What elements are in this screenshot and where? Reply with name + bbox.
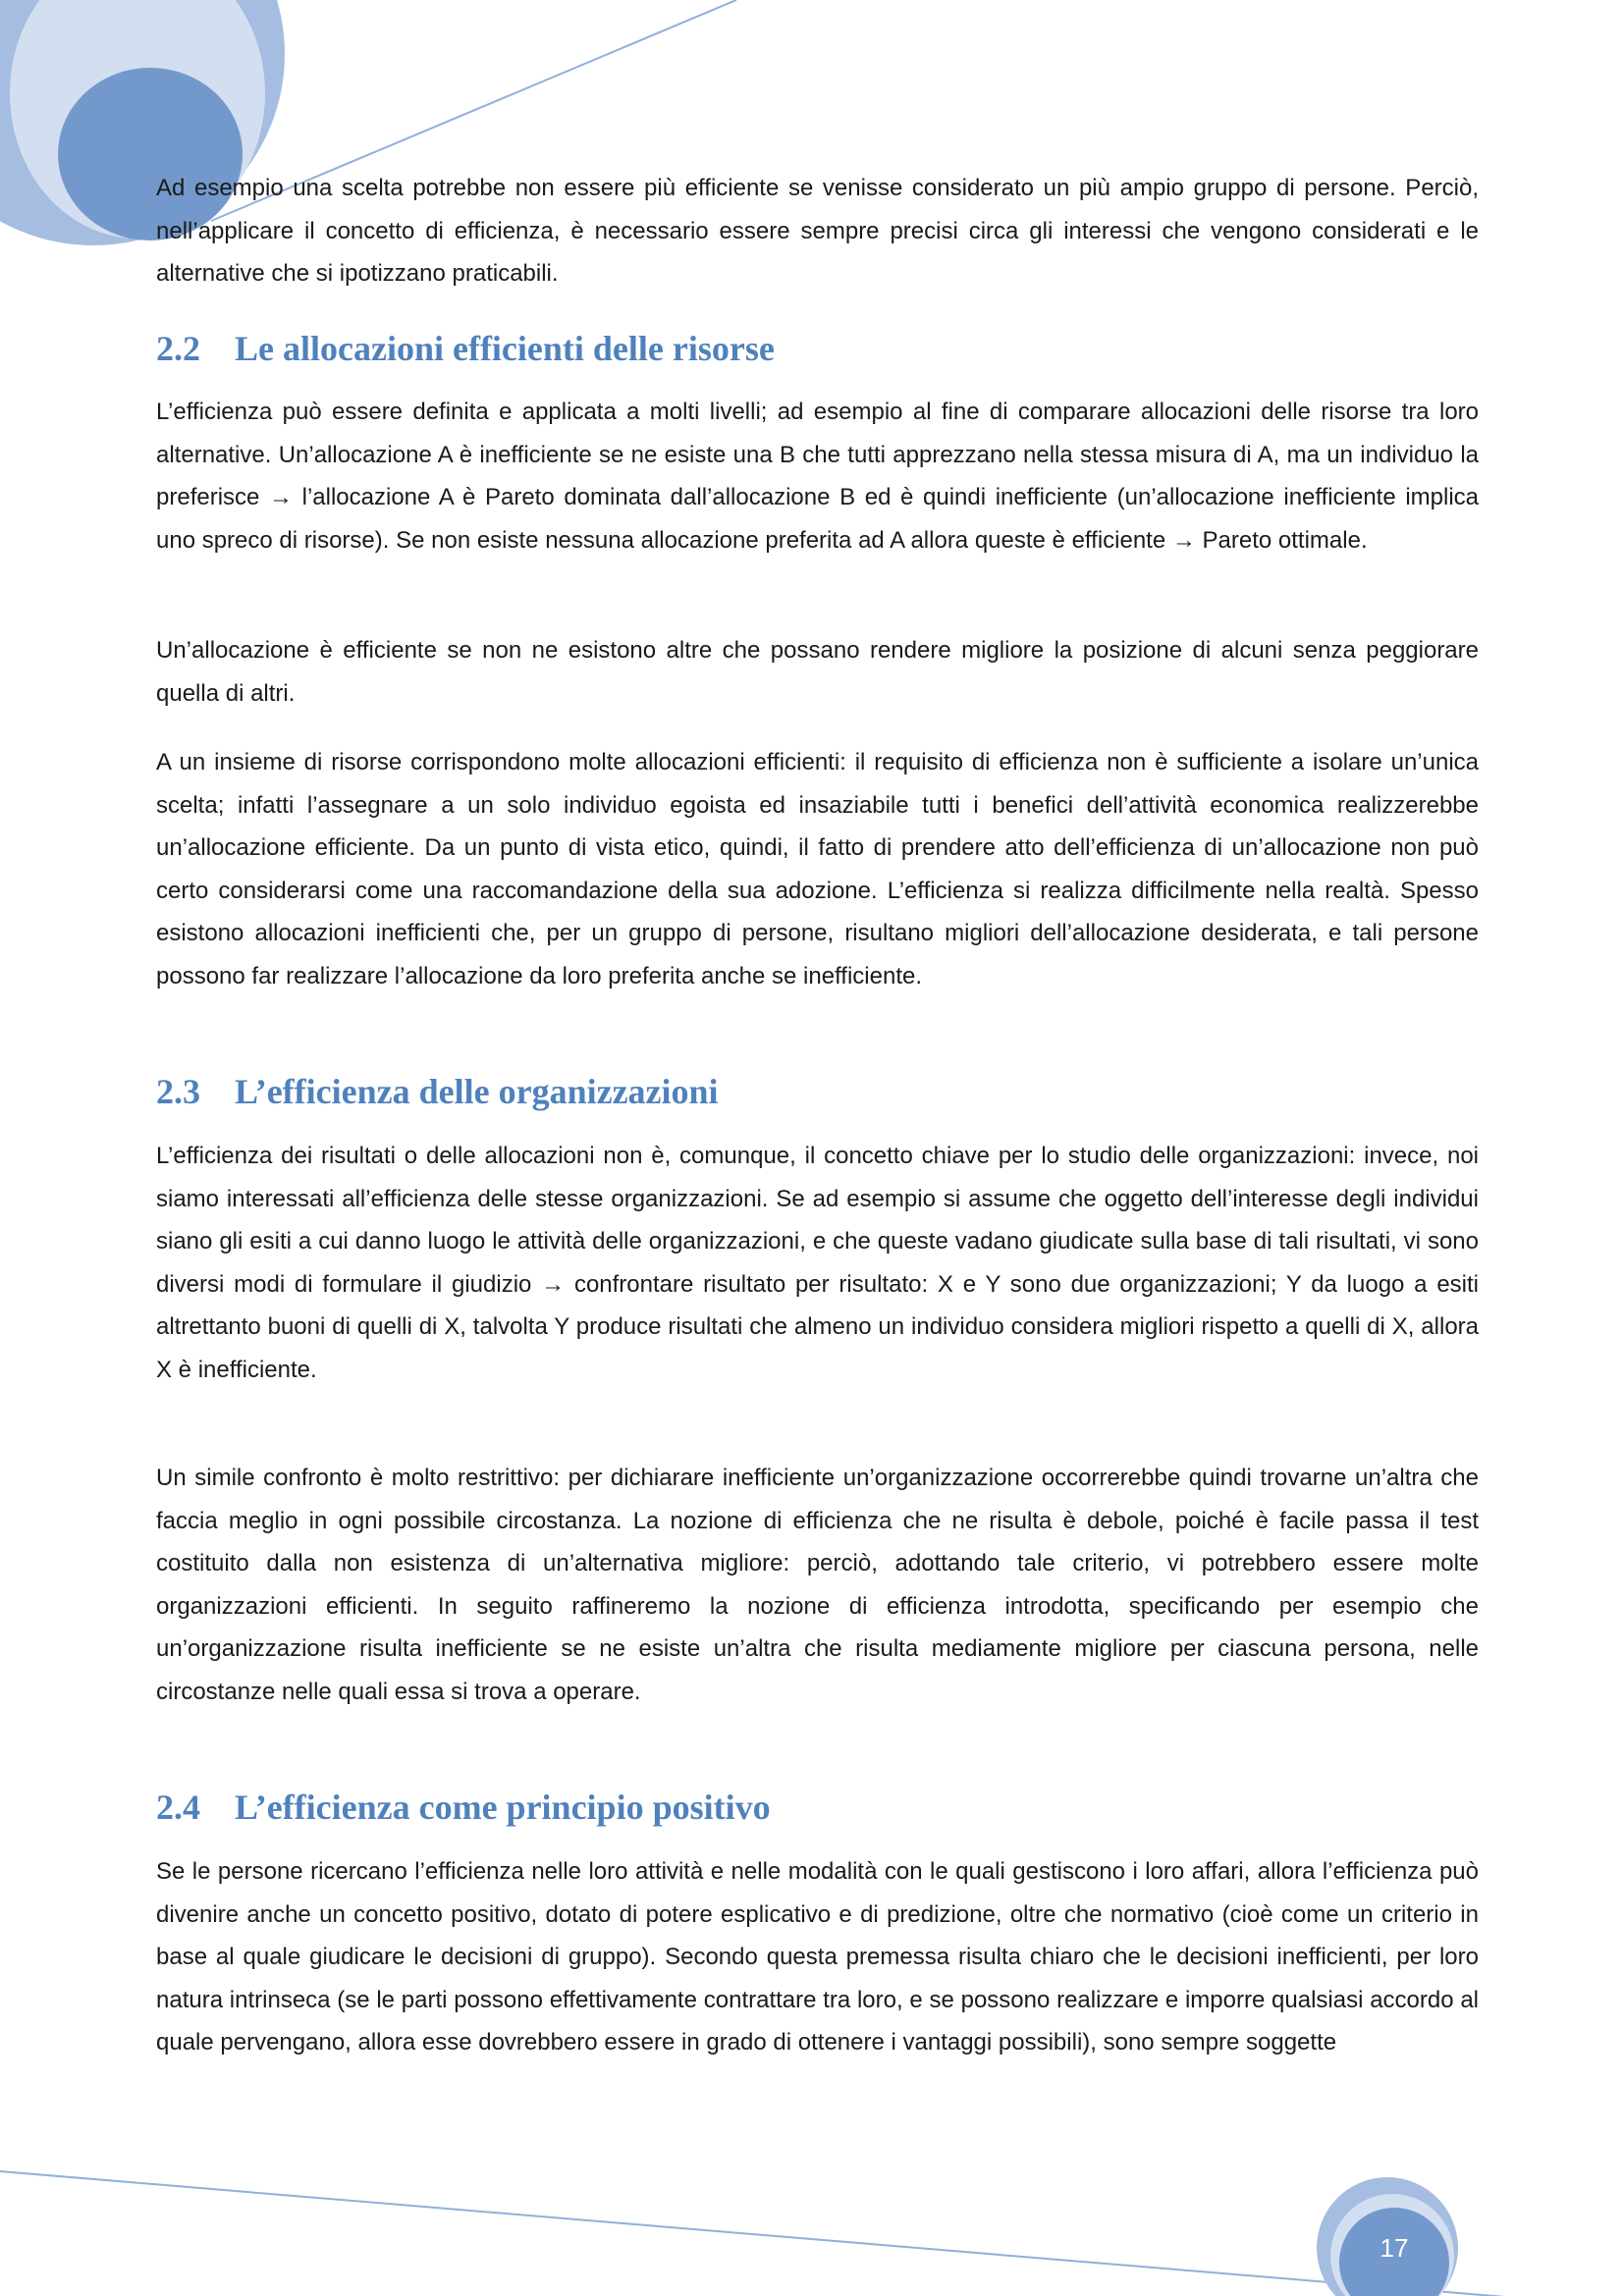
paragraph: Se le persone ricercano l’efficienza nelle loro attività e nelle modalità con le quali gestiscono i loro affari, allora l’efficienza può divenire anche un concetto positivo, dotato di potere esplicativo e di predizione, oltre che normativo (cioè come un criterio in base al quale giudicare le decisioni di gruppo). Secondo questa premessa risulta chiaro che le decisioni inefficienti, per loro natura intrinseca (se le parti possono effettivamente contrattare tra loro, e se possono realizzare e imporre qualsiasi accordo al quale pervengano, allora esse dovrebbero essere in grado di ottenere i vantaggi possibili), sono sempre soggette	[156, 1858, 1479, 2056]
heading-number: 2.3	[156, 1072, 200, 1111]
paragraph: A un insieme di risorse corrispondono molte allocazioni efficienti: il requisito di efficienza non è sufficiente a isolare un’unica scelta; infatti l’assegnare a un solo individuo egoista ed insaziabile tutti i benefici dell’attività economica realizzerebbe un’allocazione efficiente. Da un punto di vista etico, quindi, il fatto di prendere atto dell’efficienza di un’allocazione non può certo considerarsi come una raccomandazione della sua adozione. L’efficienza si realizza difficilmente nella realtà. Spesso esistono allocazioni inefficienti che, per un gruppo di persone, risultano migliori dell’allocazione desiderata, e tali persone possono far realizzare l’allocazione da loro preferita anche se inefficiente.	[156, 749, 1479, 989]
paragraph: L’efficienza può essere definita e applicata a molti livelli; ad esempio al fine di comparare allocazioni delle risorse tra loro alternative. Un’allocazione A è inefficiente se ne esiste una B che tutti apprezzano nella stessa misura di A, ma un individuo la preferisce → l’allocazione A è Pareto dominata dall’allocazione B ed è quindi inefficiente (un’allocazione inefficiente implica uno spreco di risorse). Se non esiste nessuna allocazione preferita ad A allora queste è efficiente → Pareto ottimale.	[156, 399, 1479, 554]
paragraph: Un simile confronto è molto restrittivo: per dichiarare inefficiente un’organizzazione occorrerebbe quindi trovarne un’altra che faccia meglio in ogni possibile circostanza. La nozione di efficienza che ne risulta è debole, poiché è facile passa il test costituito dalla non esistenza di un’alternativa migliore: perciò, adottando tale criterio, vi potrebbero essere molte organizzazioni efficienti. In seguito raffineremo la nozione di efficienza introdotta, specificando per esempio che un’organizzazione risulta inefficiente se ne esiste un’altra che risulta mediamente migliore per ciascuna persona, nelle circostanze nelle quali essa si trova a operare.	[156, 1465, 1479, 1705]
heading-text: Le allocazioni efficienti delle risorse	[235, 329, 775, 368]
paragraph: Ad esempio una scelta potrebbe non essere più efficiente se venisse considerato un più ampio gruppo di persone. Perciò, nell’applicare il concetto di efficienza, è necessario essere sempre precisi circa gli interessi che vengono considerati e le alternative che si ipotizzano praticabili.	[156, 175, 1479, 287]
section-heading-2-4	[156, 1783, 1479, 1832]
page-number: 17	[1380, 2233, 1409, 2263]
heading-text: L’efficienza delle organizzazioni	[235, 1072, 719, 1111]
paragraph: L’efficienza dei risultati o delle allocazioni non è, comunque, il concetto chiave per lo studio delle organizzazioni: invece, noi siamo interessati all’efficienza delle stesse organizzazioni. Se ad esempio si assume che oggetto dell’interesse degli individui siano gli esiti a cui danno luogo le attività delle organizzazioni, e che queste vadano giudicate sulla base di tali risultati, vi sono diversi modi di formulare il giudizio → confrontare risultato per risultato: X e Y sono due organizzazioni; Y da luogo a esiti altrettanto buoni di quelli di X, talvolta Y produce risultati che almeno un individuo considera migliori rispetto a quelli di X, allora X è inefficiente.	[156, 1143, 1479, 1383]
heading-number: 2.2	[156, 329, 200, 368]
heading-text: L’efficienza come principio positivo	[235, 1788, 771, 1827]
section-heading-2-2	[156, 324, 1479, 373]
section-heading-2-3	[156, 1067, 1479, 1116]
heading-number: 2.4	[156, 1788, 200, 1827]
paragraph: Un’allocazione è efficiente se non ne esistono altre che possano rendere migliore la posizione di alcuni senza peggiorare quella di altri.	[156, 637, 1479, 707]
